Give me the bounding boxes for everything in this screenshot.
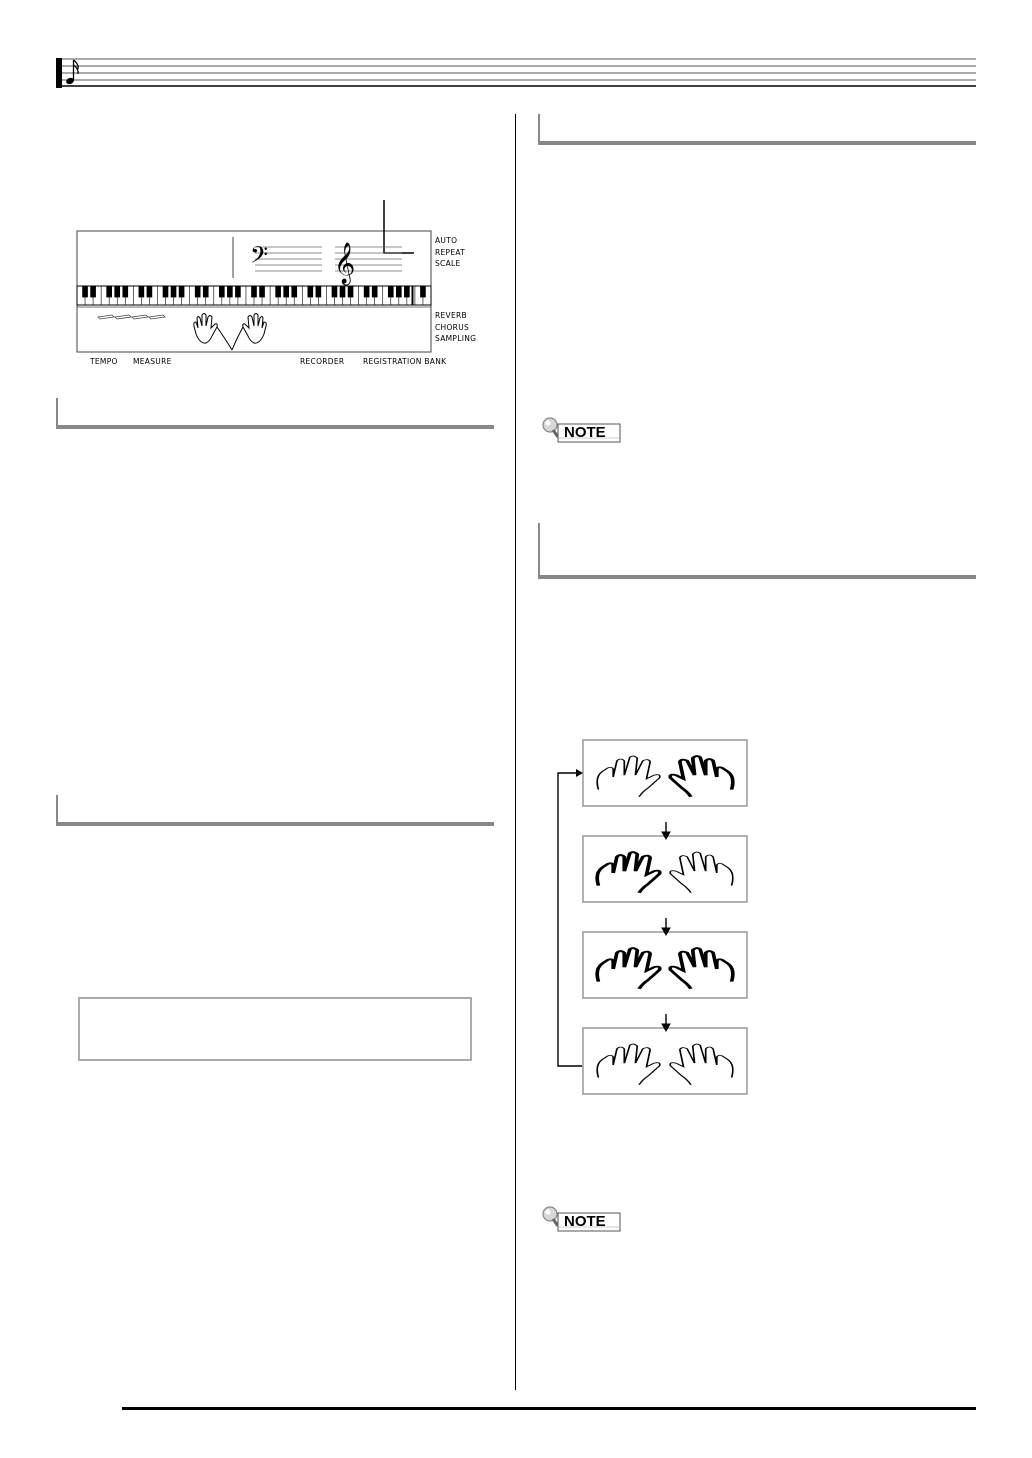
lcd-label-tempo: TEMPO [90,357,118,366]
section-heading-bar-right-2 [538,523,976,579]
lcd-black-key [283,286,289,297]
lcd-black-key [372,286,378,297]
loop-arrow-head [576,769,583,777]
note-badge-1 [540,416,622,444]
footer-rule [122,1407,976,1410]
lcd-keyboard [77,286,431,305]
lcd-label-sampling: SAMPLING [435,334,477,343]
lcd-black-key [90,286,96,297]
lcd-label-auto: AUTO [435,236,458,245]
lcd-black-key [316,286,322,297]
page-header-staff [56,56,978,90]
lcd-black-key [332,286,338,297]
bass-clef-icon: 𝄢 [250,241,269,274]
lcd-black-key [259,286,265,297]
section-heading-bar-left-2 [56,795,494,826]
lcd-black-key [404,286,410,297]
lcd-black-key [235,286,241,297]
lcd-black-key [195,286,201,297]
lcd-label-reverb: REVERB [435,311,467,320]
empty-frame-box [78,997,472,1061]
treble-clef-icon: 𝄞 [334,243,356,284]
lcd-black-key [203,286,209,297]
lcd-label-scale: SCALE [435,259,461,268]
lcd-black-key [227,286,233,297]
lcd-black-key [122,286,128,297]
section-heading-bar-left-1 [56,398,494,429]
music-staff-icon [56,56,978,90]
lcd-black-key [171,286,177,297]
lcd-black-key [139,286,145,297]
note-badge-2 [540,1205,622,1233]
lcd-label-repeat: REPEAT [435,248,466,257]
lcd-black-key [291,286,297,297]
note-label: NOTE [564,424,606,441]
lcd-black-key [308,286,314,297]
lcd-black-key [396,286,402,297]
lcd-black-key [163,286,169,297]
loop-back-arrow-icon [558,773,582,1066]
lcd-black-key [348,286,354,297]
lcd-black-key [251,286,257,297]
lcd-black-key [388,286,394,297]
lcd-display-illustration [60,200,500,370]
lcd-black-key [219,286,225,297]
hand-frame [583,1028,747,1094]
lcd-black-key [82,286,88,297]
lcd-hands-icon [194,314,267,351]
hand-frame [583,932,747,998]
lcd-black-key [420,286,426,297]
hand-sequence-diagram [550,738,760,1100]
lcd-label-recorder: RECORDER [300,357,345,366]
lcd-black-key [275,286,281,297]
lcd-label-chorus: CHORUS [435,323,470,332]
lcd-black-key [364,286,370,297]
lcd-black-key [179,286,185,297]
hand-frame [583,836,747,902]
lcd-black-key [340,286,346,297]
hand-frame [583,740,747,806]
column-divider [515,114,516,1390]
note-label: NOTE [564,1213,606,1230]
section-heading-bar-right-1 [538,114,976,145]
lcd-black-key [106,286,112,297]
lcd-label-measure: MEASURE [133,357,172,366]
lcd-label-registration-bank: REGISTRATION BANK [363,357,447,366]
lcd-black-key [147,286,153,297]
lcd-black-key [114,286,120,297]
